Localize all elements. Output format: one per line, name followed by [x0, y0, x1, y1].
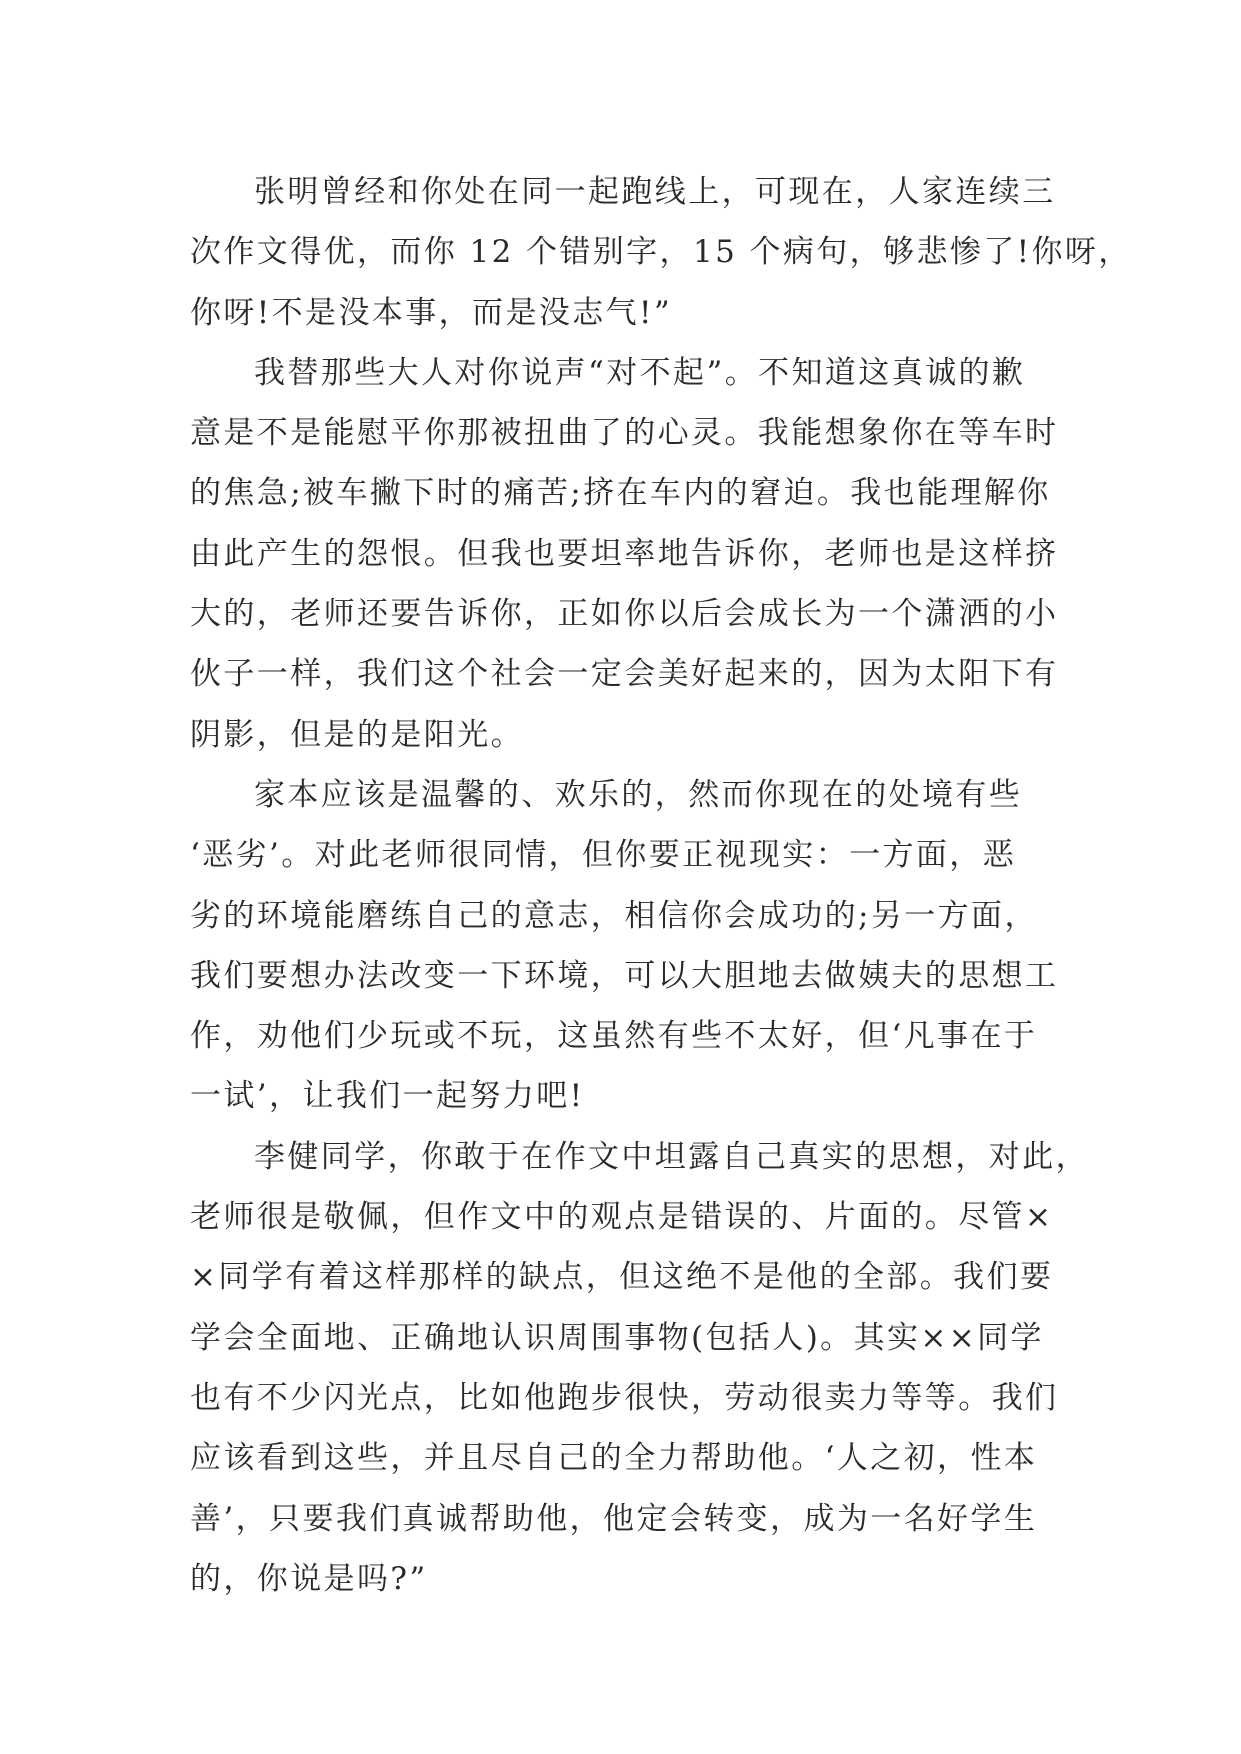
- text-line: ‘恶劣’。对此老师很同情，但你要正视现实：一方面，恶: [190, 837, 1017, 874]
- text-line: 的焦急;被车撇下时的痛苦;挤在车内的窘迫。我也能理解你: [190, 475, 1051, 512]
- text-line: 劣的环境能磨练自己的意志，相信你会成功的;另一方面，: [190, 897, 1038, 934]
- text-line: 阴影，但是的是阳光。: [190, 716, 524, 753]
- text-line: 也有不少闪光点，比如他跑步很快，劳动很卖力等等。我们: [190, 1379, 1059, 1416]
- text-line: 张明曾经和你处在同一起跑线上，可现在，人家连续三: [254, 174, 1056, 210]
- body-text: [190, 162, 1132, 1609]
- text-line: 伙子一样，我们这个社会一定会美好起来的，因为太阳下有: [190, 656, 1059, 693]
- text-line: 次作文得优，而你 12 个错别字，15 个病句，够悲惨了!你呀，: [190, 234, 1132, 271]
- text-line: 一试’，让我们一起努力吧!: [190, 1078, 585, 1115]
- text-line: 你呀!不是没本事，而是没志气!”: [190, 294, 673, 331]
- text-line: 学会全面地、正确地认识周围事物(包括人)。其实××同学: [190, 1319, 1044, 1356]
- text-line: 的，你说是吗?”: [190, 1560, 428, 1597]
- paragraph-start-line: 我替那些大人对你说声“对不起”。不知道这真诚的歉: [254, 354, 1026, 391]
- text-line: 应该看到这些，并且尽自己的全力帮助他。‘人之初，性本: [190, 1440, 1038, 1477]
- text-line: 善’，只要我们真诚帮助他，他定会转变，成为一名好学生: [190, 1500, 1038, 1537]
- text-line: 意是不是能慰平你那被扭曲了的心灵。我能想象你在等车时: [190, 415, 1059, 452]
- text-line: 我们要想办法改变一下环境，可以大胆地去做姨夫的思想工: [190, 957, 1059, 994]
- text-line: 作，劝他们少玩或不玩，这虽然有些不太好，但‘凡事在于: [190, 1018, 1038, 1055]
- text-line: 大的，老师还要告诉你，正如你以后会成长为一个潇洒的小: [190, 596, 1059, 633]
- paragraph-start-line: 李健同学，你敢于在作文中坦露自己真实的思想，对此，: [254, 1138, 1089, 1175]
- text-line: 由此产生的怨恨。但我也要坦率地告诉你，老师也是这样挤: [190, 535, 1059, 572]
- text-line: ×同学有着这样那样的缺点，但这绝不是他的全部。我们要: [190, 1259, 1054, 1296]
- paragraph-start-line: 家本应该是温馨的、欢乐的，然而你现在的处境有些: [254, 776, 1023, 813]
- text-line: 老师很是敬佩，但作文中的观点是错误的、片面的。尽管×: [190, 1199, 1054, 1236]
